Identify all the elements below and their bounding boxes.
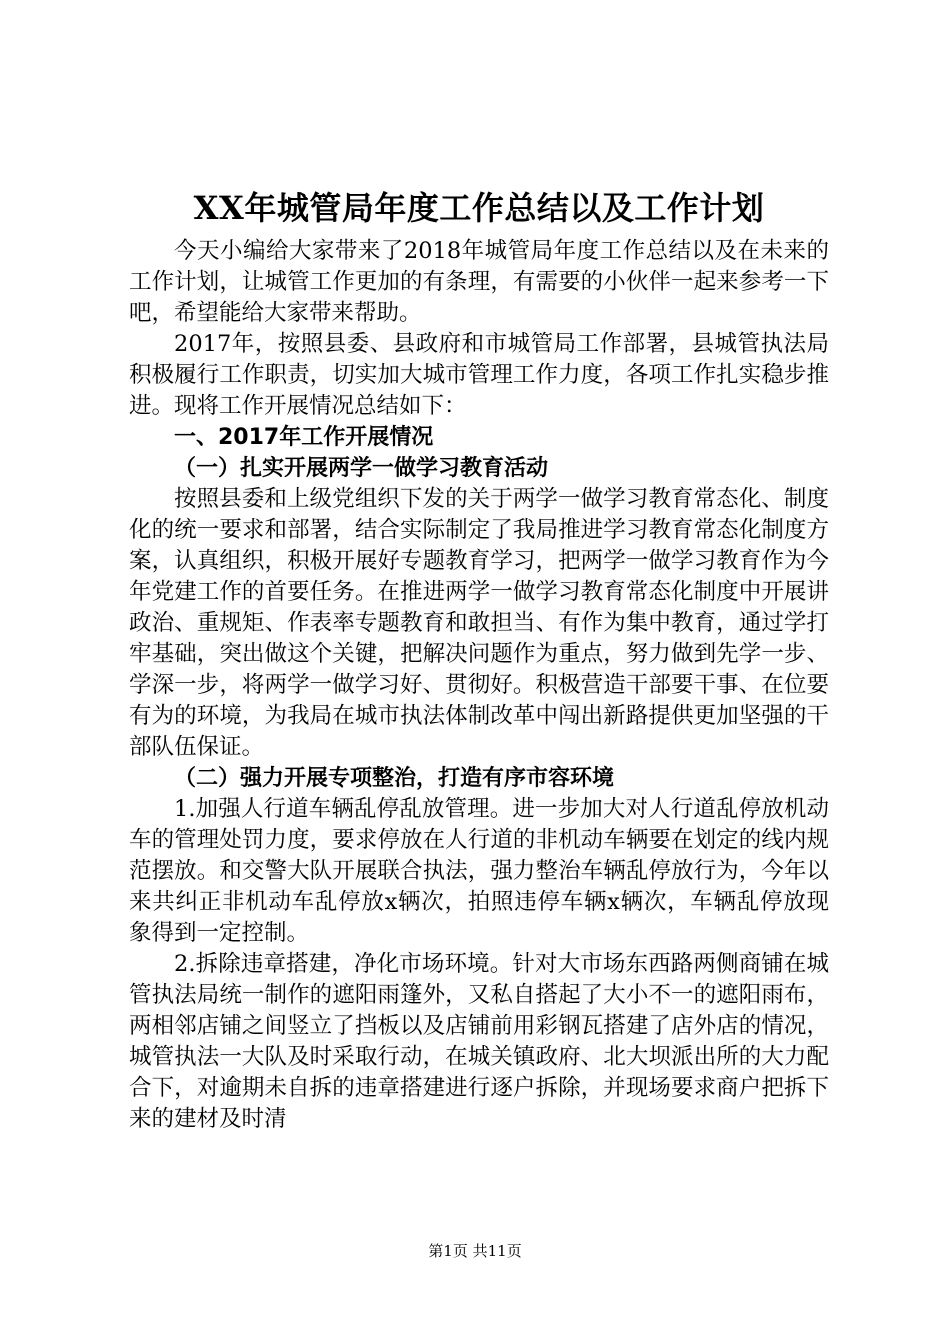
- illegal-construction-paragraph: 2.拆除违章搭建，净化市场环境。针对大市场东西路两侧商铺在城管执法局统一制作的遮阳雨篷外，又私自搭起了大小不一的遮阳雨布，两相邻店铺之间竖立了挡板以及店铺前用彩钢瓦搭建了店外店的情况，城管执法一大队及时采取行动，在城关镇政府、北大坝派出所的大力配合下，对逾期未自拆的违章搭建进行逐户拆除，并现场要求商户把拆下来的建材及时清: [129, 951, 829, 1132]
- intro-paragraph: 今天小编给大家带来了2018年城管局年度工作总结以及在未来的工作计划，让城管工作更加的有条理，有需要的小伙伴一起来参考一下吧，希望能给大家带来帮助。: [129, 238, 829, 326]
- overview-paragraph: 2017年，按照县委、县政府和市城管局工作部署，县城管执法局积极履行工作职责，切实加大城市管理工作力度，各项工作扎实稳步推进。现将工作开展情况总结如下：: [129, 331, 829, 419]
- document-body: [129, 186, 829, 1135]
- page-indicator: 第1页 共11页: [428, 1242, 522, 1260]
- subsection-heading-1: （一）扎实开展两学一做学习教育活动: [174, 456, 549, 481]
- parking-management-paragraph: 1.加强人行道车辆乱停乱放管理。进一步加大对人行道乱停放机动车的管理处罚力度，要求停放在人行道的非机动车辆要在划定的线内规范摆放。和交警大队开展联合执法，强力整治车辆乱停放行为，今年以来共纠正非机动车乱停放x辆次，拍照违停车辆x辆次，车辆乱停放现象得到一定控制。: [129, 796, 829, 946]
- document-title: XX年城管局年度工作总结以及工作计划: [193, 189, 765, 227]
- section-heading-1: 一、2017年工作开展情况: [174, 425, 434, 450]
- subsection-heading-2: （二）强力开展专项整治，打造有序市容环境: [174, 766, 615, 791]
- study-activity-paragraph: 按照县委和上级党组织下发的关于两学一做学习教育常态化、制度化的统一要求和部署，结合实际制定了我局推进学习教育常态化制度方案，认真组织，积极开展好专题教育学习，把两学一做学习教育作为今年党建工作的首要任务。在推进两学一做学习教育常态化制度中开展讲政治、重规矩、作表率专题教育和敢担当、有作为集中教育，通过学打牢基础，突出做这个关键，把解决问题作为重点，努力做到先学一步、学深一步，将两学一做学习好、贯彻好。积极营造干部要干事、在位要有为的环境，为我局在城市执法体制改革中闯出新路提供更加坚强的干部队伍保证。: [129, 486, 829, 760]
